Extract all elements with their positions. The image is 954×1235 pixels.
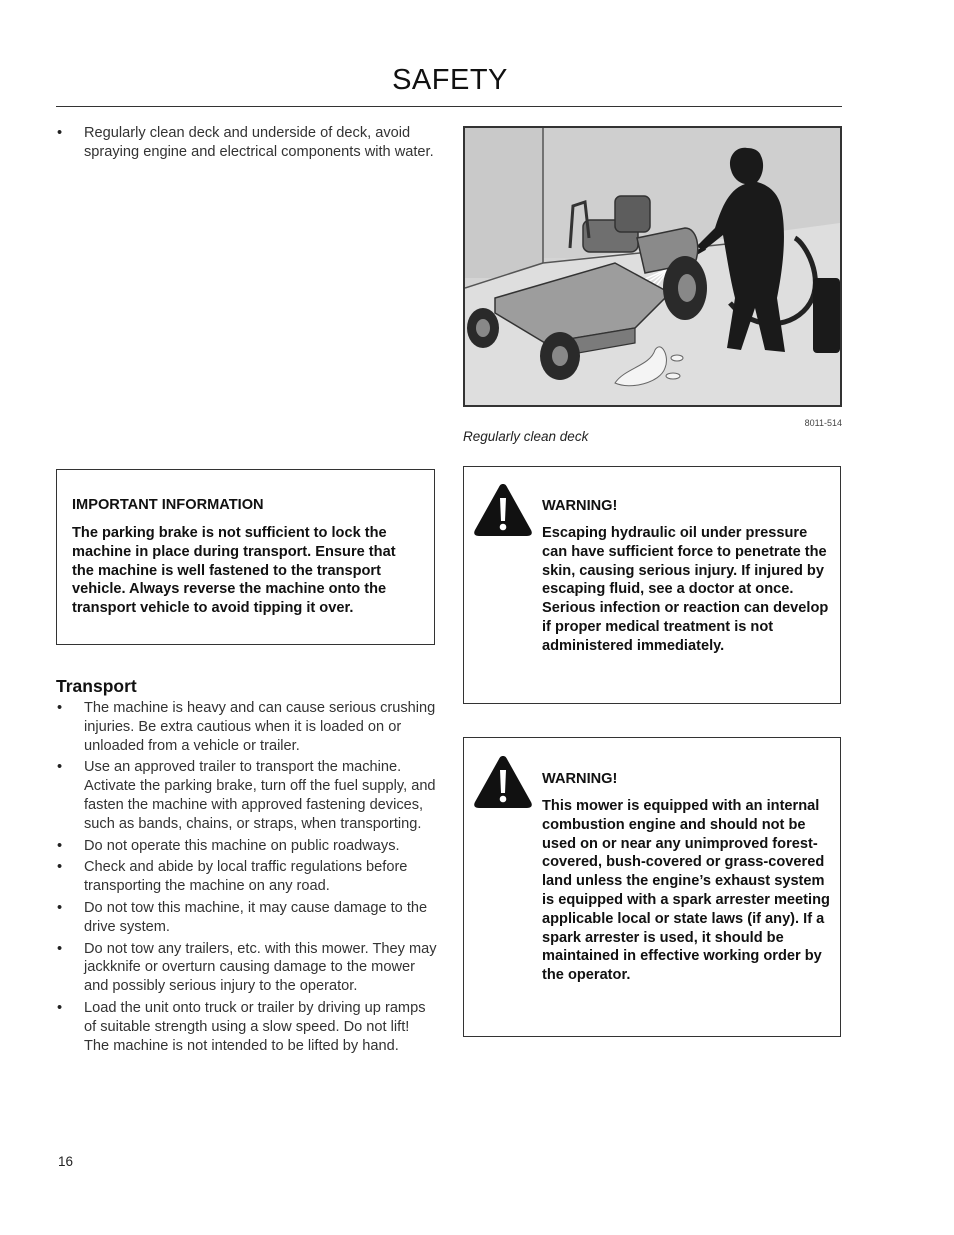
important-information-box	[56, 469, 435, 645]
important-title: IMPORTANT INFORMATION	[72, 497, 264, 513]
list-item: • Load the unit onto truck or trailer by driving up ramps of suitable strength using a slow speed. Do not lift! The machine is not intended to be lifted by hand.	[56, 999, 438, 1055]
figure-caption: Regularly clean deck	[463, 429, 589, 444]
list-item: • Do not operate this machine on public roadways.	[56, 837, 438, 856]
page-title: SAFETY	[392, 64, 508, 96]
figure-code: 8011-514	[804, 418, 842, 428]
list-item: • Do not tow this machine, it may cause damage to the drive system.	[56, 899, 438, 937]
deck-cleaning-illustration	[463, 126, 842, 407]
section-heading-transport: Transport	[56, 676, 137, 696]
warning-box-spark-arrester	[463, 737, 841, 1037]
intro-bullet-list	[56, 124, 436, 165]
warning-exclamation-triangle-icon	[473, 754, 533, 809]
list-item: • Check and abide by local traffic regulations before transporting the machine on any road.	[56, 858, 438, 896]
warning-title: WARNING!	[542, 498, 618, 514]
title-divider	[56, 106, 842, 107]
warning-text: This mower is equipped with an internal combustion engine and should not be used on or near any unimproved forest-covered, bush-covered or grass-covered land unless the engine’s exhaust system is equipped with a spark arrester meeting applicable local or state laws (if any). If a spark arrester is used, it should be maintained in effective working order by the operator.	[542, 798, 830, 984]
warning-exclamation-triangle-icon	[473, 482, 533, 537]
list-item: • The machine is heavy and can cause serious crushing injuries. Be extra cautious when it is loaded on or unloaded from a vehicle or trailer.	[56, 699, 438, 755]
warning-text: Escaping hydraulic oil under pressure can have sufficient force to penetrate the skin, causing serious injury. If injured by escaping fluid, see a doctor at once. Serious infection or reaction can develop if proper medical treatment is not administered immediately.	[542, 525, 829, 654]
warning-title: WARNING!	[542, 771, 618, 787]
transport-bullet-list	[56, 699, 438, 1058]
important-text: The parking brake is not sufficient to lock the machine in place during transport. Ensure that the machine is well fastened to the transport vehicle. Always reverse the machine onto the transport vehicle to avoid tipping it over.	[72, 525, 396, 617]
page-number: 16	[58, 1154, 74, 1169]
list-item: • Do not tow any trailers, etc. with this mower. They may jackknife or overturn causing damage to the mower and possibly serious injury to the operator.	[56, 940, 438, 996]
list-item: • Use an approved trailer to transport the machine. Activate the parking brake, turn off the fuel supply, and fasten the machine with approved fastening devices, such as bands, chains, or straps, when transporting.	[56, 758, 438, 833]
warning-box-hydraulic	[463, 466, 841, 704]
list-item: • Regularly clean deck and underside of deck, avoid spraying engine and electrical components with water.	[56, 124, 436, 162]
